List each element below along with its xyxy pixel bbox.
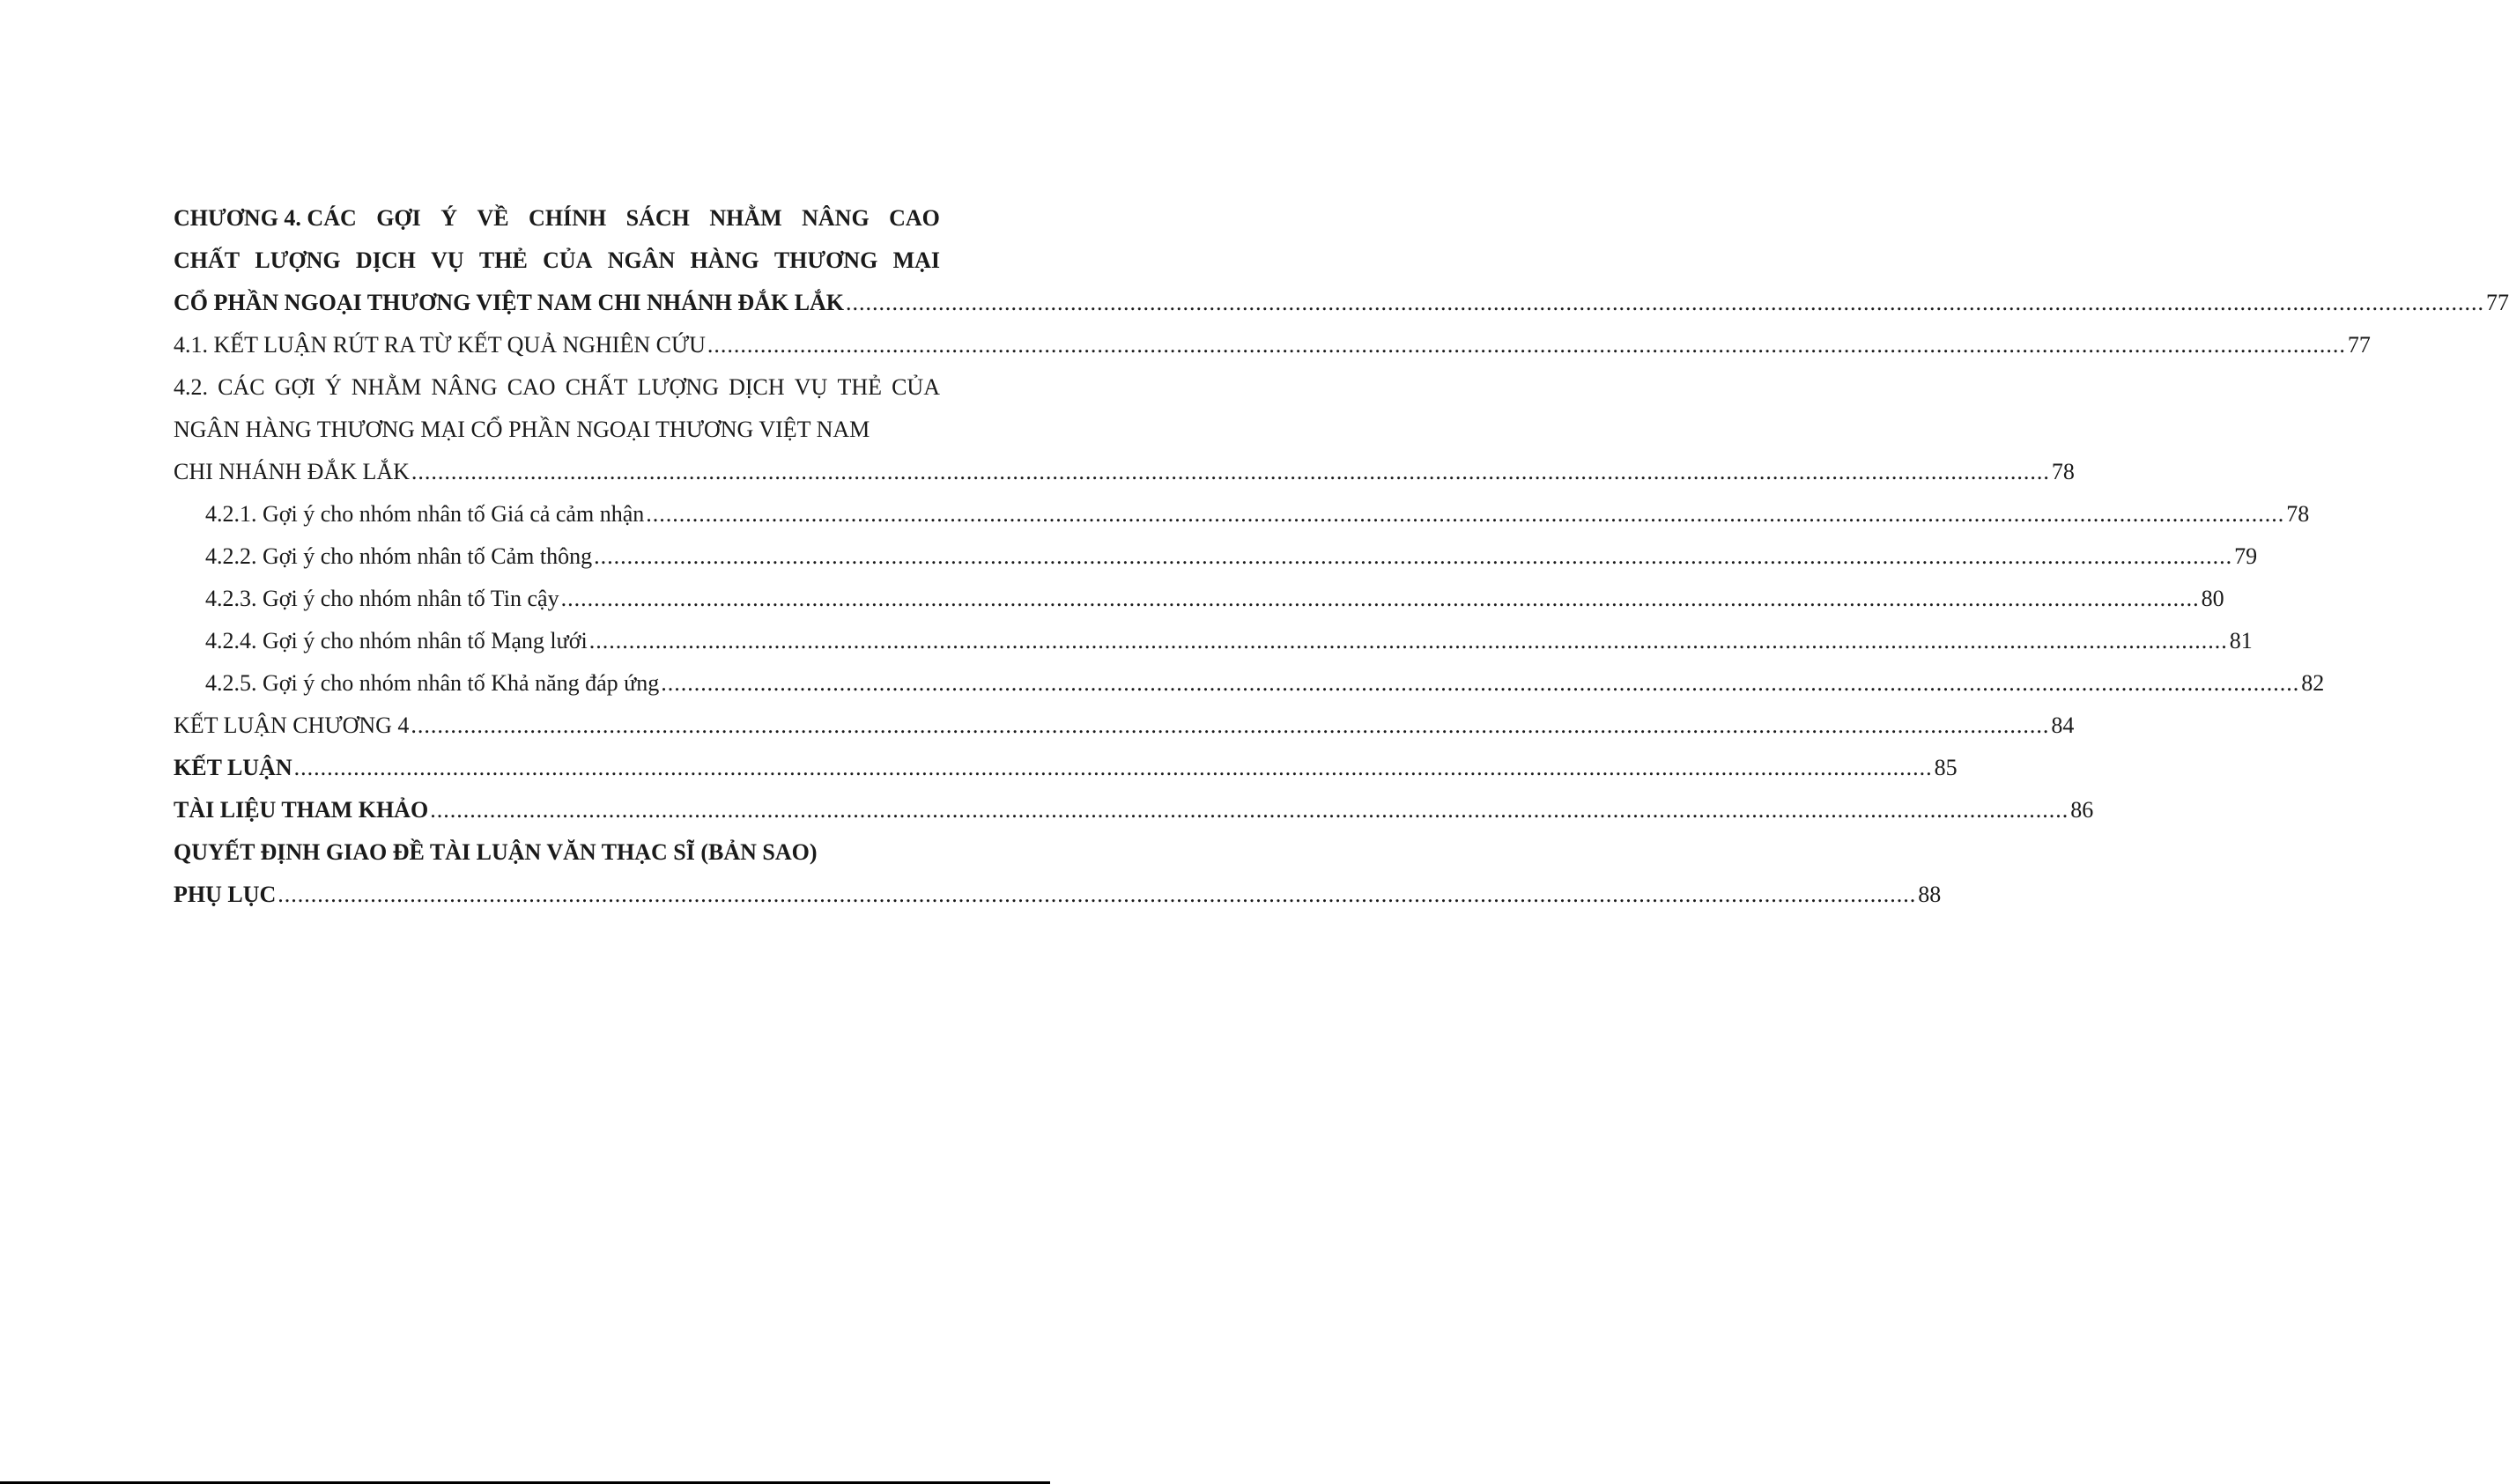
toc-page-number: 80 xyxy=(2201,586,2224,611)
toc-page-number: 85 xyxy=(1934,755,1958,780)
word: CHẤT xyxy=(174,247,241,273)
toc-chapter-4-line-3 xyxy=(174,282,2509,324)
toc-4-2-line-3 xyxy=(174,451,2075,493)
dot-leader xyxy=(594,535,2232,578)
toc-entry-4-2[interactable] xyxy=(174,366,2075,493)
word: NÂNG xyxy=(802,205,870,231)
dot-leader xyxy=(846,282,2484,324)
toc-entry-chapter-4-conclusion[interactable] xyxy=(174,705,2075,747)
word: LƯỢNG xyxy=(255,247,341,273)
word: GỢI xyxy=(376,205,421,231)
dot-leader xyxy=(278,874,1916,916)
dot-leader xyxy=(589,620,2228,662)
word: CHƯƠNG 4. CÁC xyxy=(174,205,357,231)
toc-entry-appendix[interactable] xyxy=(174,874,1942,916)
toc-4-2-line-2: NGÂN HÀNG THƯƠNG MẠI CỔ PHẦN NGOẠI THƯƠNG VIỆT NAM xyxy=(174,417,870,442)
toc-entry-4-2-2[interactable] xyxy=(174,535,2258,578)
word: THẺ xyxy=(837,374,882,400)
word: CHÍNH xyxy=(529,205,607,231)
dot-leader xyxy=(561,578,2200,620)
toc-entry-text: 4.1. KẾT LUẬN RÚT RA TỪ KẾT QUẢ NGHIÊN CỨU xyxy=(174,332,706,358)
word: CHẤT xyxy=(565,374,628,400)
toc-entry-conclusion[interactable] xyxy=(174,747,1958,789)
toc-entry-text: 4.2.5. Gợi ý cho nhóm nhân tố Khả năng đáp ứng xyxy=(205,670,660,696)
toc-entry-4-2-3[interactable] xyxy=(174,578,2224,620)
dot-leader xyxy=(411,451,2050,493)
toc-entry-text: 4.2.1. Gợi ý cho nhóm nhân tố Giá cả cảm nhận xyxy=(205,501,645,527)
toc-entry-text: CỔ PHẦN NGOẠI THƯƠNG VIỆT NAM CHI NHÁNH ĐẮK LẮK xyxy=(174,290,845,315)
word: SÁCH xyxy=(625,205,690,231)
toc-chapter-4-line-2 xyxy=(174,240,940,282)
toc-page-number: 77 xyxy=(2347,332,2371,358)
word: HÀNG xyxy=(690,247,759,273)
word: NGÂN xyxy=(607,247,676,273)
word: DỊCH xyxy=(355,247,416,273)
table-of-contents xyxy=(174,197,2509,916)
word: CAO xyxy=(889,205,940,231)
toc-entry-4-1[interactable] xyxy=(174,324,2371,366)
word: NÂNG xyxy=(431,374,498,400)
word: CỦA xyxy=(543,247,593,273)
word: LƯỢNG xyxy=(637,374,719,400)
word: CÁC xyxy=(218,374,265,400)
toc-entry-decision[interactable]: QUYẾT ĐỊNH GIAO ĐỀ TÀI LUẬN VĂN THẠC SĨ (BẢN SAO) xyxy=(174,839,818,865)
toc-entry-text: 4.2.3. Gợi ý cho nhóm nhân tố Tin cậy xyxy=(205,586,559,611)
word: 4.2. xyxy=(174,374,208,400)
toc-4-2-line-1 xyxy=(174,366,940,409)
dot-leader xyxy=(707,324,2346,366)
dot-leader xyxy=(646,493,2284,535)
toc-page-number: 81 xyxy=(2229,628,2253,653)
dot-leader xyxy=(294,747,1933,789)
toc-page-number: 78 xyxy=(2051,459,2075,484)
word: THẺ xyxy=(478,247,528,273)
toc-entry-text: TÀI LIỆU THAM KHẢO xyxy=(174,797,429,823)
toc-entry-text: CHI NHÁNH ĐẮK LẮK xyxy=(174,459,410,484)
toc-page-number: 77 xyxy=(2486,290,2509,315)
toc-page-number: 82 xyxy=(2301,670,2325,696)
toc-entry-4-2-1[interactable] xyxy=(174,493,2310,535)
toc-page-number: 78 xyxy=(2286,501,2310,527)
word: VỀ xyxy=(477,205,509,231)
dot-leader xyxy=(430,789,2069,831)
word: VỤ xyxy=(794,374,828,400)
word: NHẰM xyxy=(351,374,422,400)
word: CỦA xyxy=(892,374,940,400)
toc-entry-text: 4.2.4. Gợi ý cho nhóm nhân tố Mạng lưới xyxy=(205,628,588,653)
toc-page-number: 79 xyxy=(2234,543,2258,569)
toc-entry-4-2-4[interactable] xyxy=(174,620,2253,662)
word: CAO xyxy=(507,374,556,400)
dot-leader xyxy=(411,705,2049,747)
toc-entry-chapter-4[interactable] xyxy=(174,197,2509,324)
word: Ý xyxy=(325,374,342,400)
toc-entry-text: PHỤ LỤC xyxy=(174,882,277,907)
word: DỊCH xyxy=(729,374,785,400)
toc-page-number: 84 xyxy=(2051,712,2075,738)
toc-entry-references[interactable] xyxy=(174,789,2094,831)
word: GỢI xyxy=(274,374,315,400)
toc-page-number: 88 xyxy=(1918,882,1942,907)
word: VỤ xyxy=(431,247,464,273)
toc-entry-text: KẾT LUẬN xyxy=(174,755,292,780)
word: Ý xyxy=(440,205,458,231)
word: MẠI xyxy=(892,247,940,273)
toc-chapter-4-line-1 xyxy=(174,197,940,240)
toc-entry-text: 4.2.2. Gợi ý cho nhóm nhân tố Cảm thông xyxy=(205,543,593,569)
word: NHẰM xyxy=(709,205,782,231)
word: THƯƠNG xyxy=(773,247,878,273)
toc-entry-4-2-5[interactable] xyxy=(174,662,2325,705)
toc-page-number: 86 xyxy=(2070,797,2094,823)
dot-leader xyxy=(661,662,2299,705)
toc-entry-text: KẾT LUẬN CHƯƠNG 4 xyxy=(174,712,410,738)
